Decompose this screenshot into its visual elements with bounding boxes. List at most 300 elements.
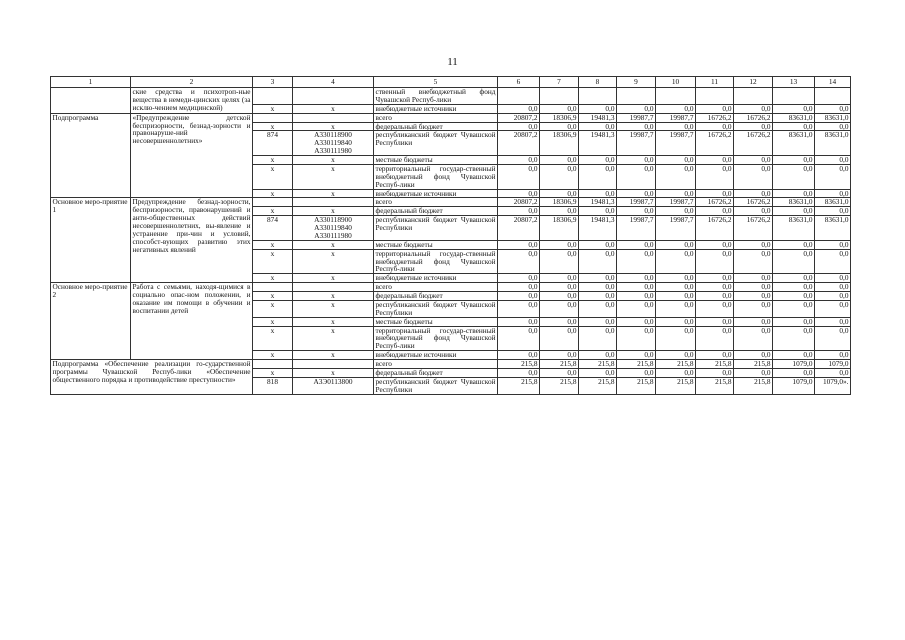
amount-cell-col6: 215,8 xyxy=(498,377,540,394)
executor-code-cell: x xyxy=(253,317,293,326)
budget-code-cell: x xyxy=(293,189,374,198)
amount-cell-col7: 0,0 xyxy=(540,326,579,351)
amount-cell-col14: 0,0 xyxy=(815,300,851,317)
budget-code-cell xyxy=(293,113,374,122)
funding-source-cell: местные бюджеты xyxy=(374,156,498,165)
amount-cell-col6: 0,0 xyxy=(498,283,540,292)
funding-source-cell: всего xyxy=(374,283,498,292)
amount-cell-col8: 19481,3 xyxy=(579,113,617,122)
amount-cell-col8: 215,8 xyxy=(579,360,617,369)
funding-source-cell: федеральный бюджет xyxy=(374,207,498,216)
amount-cell-col10: 19987,7 xyxy=(656,216,696,241)
budget-code-cell: x xyxy=(293,207,374,216)
amount-cell-col13: 0,0 xyxy=(773,104,815,113)
executor-code-cell: x xyxy=(253,368,293,377)
amount-cell-col12 xyxy=(734,88,773,105)
amount-cell-col13: 0,0 xyxy=(773,249,815,274)
amount-cell-col12: 0,0 xyxy=(734,317,773,326)
amount-cell-col8: 19481,3 xyxy=(579,131,617,156)
amount-cell-col13: 0,0 xyxy=(773,207,815,216)
amount-cell-col6: 0,0 xyxy=(498,292,540,301)
amount-cell-col9: 0,0 xyxy=(617,207,656,216)
amount-cell-col8: 0,0 xyxy=(579,156,617,165)
amount-cell-col10: 0,0 xyxy=(656,317,696,326)
amount-cell-col10: 0,0 xyxy=(656,249,696,274)
funding-source-cell: внебюджетные источники xyxy=(374,104,498,113)
amount-cell-col11: 16726,2 xyxy=(696,113,734,122)
amount-cell-col10: 215,8 xyxy=(656,377,696,394)
amount-cell-col7: 0,0 xyxy=(540,283,579,292)
column-number-1: 1 xyxy=(51,77,131,88)
budget-code-cell: x xyxy=(293,156,374,165)
budget-code-cell: x xyxy=(293,368,374,377)
page-number: 11 xyxy=(447,56,458,68)
column-number-6: 6 xyxy=(498,77,540,88)
amount-cell-col14: 0,0 xyxy=(815,274,851,283)
amount-cell-col7: 0,0 xyxy=(540,274,579,283)
amount-cell-col9: 19987,7 xyxy=(617,198,656,207)
amount-cell-col13: 0,0 xyxy=(773,317,815,326)
amount-cell-col9 xyxy=(617,88,656,105)
amount-cell-col9: 0,0 xyxy=(617,104,656,113)
budget-code-cell: x xyxy=(293,300,374,317)
amount-cell-col7: 0,0 xyxy=(540,300,579,317)
budget-code-cell: x xyxy=(293,274,374,283)
executor-code-cell: x xyxy=(253,122,293,131)
amount-cell-col13: 0,0 xyxy=(773,292,815,301)
executor-code-cell: x xyxy=(253,274,293,283)
amount-cell-col6: 0,0 xyxy=(498,274,540,283)
amount-cell-col9: 19987,7 xyxy=(617,113,656,122)
amount-cell-col11: 215,8 xyxy=(696,360,734,369)
funding-source-cell: местные бюджеты xyxy=(374,240,498,249)
table-row xyxy=(51,113,851,122)
amount-cell-col12: 0,0 xyxy=(734,326,773,351)
column-number-14: 14 xyxy=(815,77,851,88)
amount-cell-col10: 215,8 xyxy=(656,360,696,369)
amount-cell-col13: 0,0 xyxy=(773,300,815,317)
budget-code-cell: x xyxy=(293,292,374,301)
amount-cell-col7: 0,0 xyxy=(540,156,579,165)
executor-code-cell xyxy=(253,283,293,292)
table-row xyxy=(51,360,851,369)
amount-cell-col12: 0,0 xyxy=(734,351,773,360)
amount-cell-col7: 0,0 xyxy=(540,122,579,131)
funding-source-cell: республиканский бюджет Чувашской Республики xyxy=(374,216,498,241)
amount-cell-col12: 215,8 xyxy=(734,377,773,394)
amount-cell-col7: 18306,9 xyxy=(540,131,579,156)
amount-cell-col10: 0,0 xyxy=(656,274,696,283)
status-cell: Основное меро-приятие 2 xyxy=(51,283,131,360)
amount-cell-col10: 0,0 xyxy=(656,189,696,198)
amount-cell-col6: 0,0 xyxy=(498,122,540,131)
amount-cell-col13: 83631,0 xyxy=(773,216,815,241)
executor-code-cell xyxy=(253,198,293,207)
amount-cell-col12: 16726,2 xyxy=(734,113,773,122)
funding-source-cell: федеральный бюджет xyxy=(374,292,498,301)
amount-cell-col6: 0,0 xyxy=(498,104,540,113)
amount-cell-col6: 215,8 xyxy=(498,360,540,369)
amount-cell-col14: 83631,0 xyxy=(815,131,851,156)
column-number-12: 12 xyxy=(734,77,773,88)
amount-cell-col14: 0,0 xyxy=(815,292,851,301)
amount-cell-col12: 0,0 xyxy=(734,283,773,292)
amount-cell-col10: 19987,7 xyxy=(656,113,696,122)
amount-cell-col14: 0,0 xyxy=(815,156,851,165)
amount-cell-col7: 0,0 xyxy=(540,240,579,249)
amount-cell-col8: 0,0 xyxy=(579,292,617,301)
amount-cell-col6: 0,0 xyxy=(498,368,540,377)
amount-cell-col12: 0,0 xyxy=(734,240,773,249)
amount-cell-col8: 0,0 xyxy=(579,207,617,216)
amount-cell-col14: 0,0 xyxy=(815,122,851,131)
budget-code-cell: x xyxy=(293,164,374,189)
table-row xyxy=(51,283,851,292)
amount-cell-col9: 0,0 xyxy=(617,122,656,131)
budget-code-cell: x xyxy=(293,240,374,249)
amount-cell-col7: 0,0 xyxy=(540,189,579,198)
amount-cell-col8: 0,0 xyxy=(579,189,617,198)
table-row xyxy=(51,88,851,105)
executor-code-cell: x xyxy=(253,249,293,274)
amount-cell-col7: 0,0 xyxy=(540,351,579,360)
amount-cell-col9: 0,0 xyxy=(617,351,656,360)
amount-cell-col11: 0,0 xyxy=(696,240,734,249)
amount-cell-col10: 0,0 xyxy=(656,368,696,377)
amount-cell-col12: 0,0 xyxy=(734,164,773,189)
amount-cell-col9: 0,0 xyxy=(617,164,656,189)
column-number-4: 4 xyxy=(293,77,374,88)
amount-cell-col6: 0,0 xyxy=(498,240,540,249)
budget-code-cell xyxy=(293,88,374,105)
amount-cell-col8: 0,0 xyxy=(579,164,617,189)
amount-cell-col12: 16726,2 xyxy=(734,198,773,207)
amount-cell-col9: 215,8 xyxy=(617,377,656,394)
budget-code-cell: А3Э0113800 xyxy=(293,377,374,394)
funding-source-cell: всего xyxy=(374,198,498,207)
column-number-2: 2 xyxy=(131,77,253,88)
amount-cell-col11: 0,0 xyxy=(696,207,734,216)
amount-cell-col9: 0,0 xyxy=(617,292,656,301)
amount-cell-col6: 0,0 xyxy=(498,164,540,189)
amount-cell-col11 xyxy=(696,88,734,105)
amount-cell-col14: 0,0 xyxy=(815,317,851,326)
amount-cell-col10: 0,0 xyxy=(656,164,696,189)
amount-cell-col7: 215,8 xyxy=(540,377,579,394)
status-cell xyxy=(51,88,131,114)
column-number-9: 9 xyxy=(617,77,656,88)
amount-cell-col14: 1079,0». xyxy=(815,377,851,394)
amount-cell-col14: 0,0 xyxy=(815,283,851,292)
amount-cell-col14: 0,0 xyxy=(815,351,851,360)
amount-cell-col8: 0,0 xyxy=(579,274,617,283)
amount-cell-col14: 0,0 xyxy=(815,164,851,189)
amount-cell-col8 xyxy=(579,88,617,105)
budget-table xyxy=(50,76,851,395)
amount-cell-col14 xyxy=(815,88,851,105)
funding-source-cell: республиканский бюджет Чувашской Республики xyxy=(375,377,496,394)
executor-code-cell: x xyxy=(253,164,293,189)
amount-cell-col7: 0,0 xyxy=(540,164,579,189)
amount-cell-col9: 0,0 xyxy=(617,283,656,292)
budget-code-cell xyxy=(293,198,374,207)
column-number-10: 10 xyxy=(656,77,696,88)
executor-code-cell: 874 xyxy=(253,131,293,156)
amount-cell-col12: 0,0 xyxy=(734,292,773,301)
amount-cell-col14: 83631,0 xyxy=(815,198,851,207)
executor-code-cell xyxy=(253,360,293,369)
amount-cell-col13: 1079,0 xyxy=(773,360,815,369)
program-name-cell: «Предупреждение детской беспризорности, безнад-зорности и правонаруше-ний несовершеннолетних» xyxy=(131,113,253,198)
executor-code-cell: x xyxy=(253,104,293,113)
amount-cell-col8: 0,0 xyxy=(579,300,617,317)
amount-cell-col7: 0,0 xyxy=(540,368,579,377)
amount-cell-col13: 83631,0 xyxy=(773,131,815,156)
amount-cell-col12: 0,0 xyxy=(734,122,773,131)
funding-source-cell: внебюджетные источники xyxy=(374,274,498,283)
amount-cell-col7: 18306,9 xyxy=(540,198,579,207)
amount-cell-col10: 19987,7 xyxy=(656,131,696,156)
amount-cell-col12: 0,0 xyxy=(734,156,773,165)
funding-source-cell: федеральный бюджет xyxy=(374,122,498,131)
amount-cell-col13: 0,0 xyxy=(773,368,815,377)
amount-cell-col10: 0,0 xyxy=(656,326,696,351)
amount-cell-col13: 0,0 xyxy=(773,164,815,189)
amount-cell-col14: 0,0 xyxy=(815,249,851,274)
amount-cell-col12: 0,0 xyxy=(734,249,773,274)
amount-cell-col11: 0,0 xyxy=(696,283,734,292)
amount-cell-col11: 0,0 xyxy=(696,104,734,113)
amount-cell-col14: 83631,0 xyxy=(815,113,851,122)
amount-cell-col13: 1079,0 xyxy=(773,377,815,394)
executor-code-cell: x xyxy=(253,351,293,360)
budget-code-cell: x xyxy=(293,249,374,274)
budget-code-cell: x xyxy=(293,351,374,360)
amount-cell-col13: 0,0 xyxy=(773,122,815,131)
amount-cell-col8: 19481,3 xyxy=(579,198,617,207)
amount-cell-col12: 0,0 xyxy=(734,189,773,198)
column-number-7: 7 xyxy=(540,77,579,88)
amount-cell-col6: 0,0 xyxy=(498,326,540,351)
amount-cell-col7: 215,8 xyxy=(540,360,579,369)
budget-code-cell xyxy=(293,283,374,292)
amount-cell-col10: 0,0 xyxy=(656,240,696,249)
amount-cell-col14: 0,0 xyxy=(815,240,851,249)
amount-cell-col13: 0,0 xyxy=(773,283,815,292)
amount-cell-col14: 0,0 xyxy=(815,326,851,351)
table-row xyxy=(51,198,851,207)
amount-cell-col11: 0,0 xyxy=(696,317,734,326)
amount-cell-col10: 19987,7 xyxy=(656,198,696,207)
amount-cell-col14: 0,0 xyxy=(815,207,851,216)
program-name-cell: Работа с семьями, находя-щимися в социально опас-ном положении, и оказание им помощи в обучении и воспитании детей xyxy=(131,283,253,360)
budget-code-cell xyxy=(293,360,374,369)
amount-cell-col11: 0,0 xyxy=(696,300,734,317)
amount-cell-col7: 18306,9 xyxy=(540,216,579,241)
amount-cell-col10: 0,0 xyxy=(656,300,696,317)
budget-code-cell: x xyxy=(293,326,374,351)
amount-cell-col10: 0,0 xyxy=(656,351,696,360)
executor-code-cell: x xyxy=(253,156,293,165)
funding-source-cell: местные бюджеты xyxy=(374,317,498,326)
budget-code-cell: x xyxy=(293,317,374,326)
column-number-13: 13 xyxy=(773,77,815,88)
program-name-cell: ские средства и психотроп-ные вещества в немеди-цинских целях (за исклю-чением медицинской) xyxy=(132,87,251,112)
program-name-cell: Предупреждение безнад-зорности, беспризорности, правонарушений и анти-общественных действий несовершеннолетних, вы-явление и устранение при-чин и условий, способст-вующих развитию этих негативных явлений xyxy=(131,198,253,283)
executor-code-cell: x xyxy=(253,326,293,351)
executor-code-cell: x xyxy=(253,189,293,198)
amount-cell-col13: 0,0 xyxy=(773,156,815,165)
amount-cell-col11: 16726,2 xyxy=(696,198,734,207)
executor-code-cell: 818 xyxy=(253,377,293,394)
executor-code-cell: 874 xyxy=(253,216,293,241)
amount-cell-col11: 0,0 xyxy=(696,292,734,301)
amount-cell-col9: 19987,7 xyxy=(617,131,656,156)
amount-cell-col7: 0,0 xyxy=(540,292,579,301)
amount-cell-col11: 0,0 xyxy=(696,326,734,351)
amount-cell-col11: 0,0 xyxy=(696,122,734,131)
amount-cell-col13: 0,0 xyxy=(773,274,815,283)
column-number-row xyxy=(51,77,851,88)
amount-cell-col6: 0,0 xyxy=(498,351,540,360)
amount-cell-col13: 83631,0 xyxy=(773,198,815,207)
amount-cell-col9: 0,0 xyxy=(617,300,656,317)
amount-cell-col8: 0,0 xyxy=(579,283,617,292)
amount-cell-col9: 0,0 xyxy=(617,326,656,351)
amount-cell-col11: 16726,2 xyxy=(696,131,734,156)
amount-cell-col8: 0,0 xyxy=(579,104,617,113)
status-cell: Подпрограмма xyxy=(51,113,131,198)
amount-cell-col12: 0,0 xyxy=(734,207,773,216)
amount-cell-col8: 0,0 xyxy=(579,240,617,249)
amount-cell-col13: 0,0 xyxy=(773,326,815,351)
amount-cell-col10: 0,0 xyxy=(656,122,696,131)
funding-source-cell: всего xyxy=(374,113,498,122)
amount-cell-col13: 0,0 xyxy=(773,189,815,198)
amount-cell-col9: 0,0 xyxy=(617,189,656,198)
amount-cell-col11: 0,0 xyxy=(696,368,734,377)
amount-cell-col7: 18306,9 xyxy=(540,113,579,122)
funding-source-cell: ственный внебюджетный фонд Чувашской Респуб-лики xyxy=(375,87,496,104)
column-number-5: 5 xyxy=(374,77,498,88)
amount-cell-col6 xyxy=(498,88,540,105)
amount-cell-col9: 0,0 xyxy=(617,240,656,249)
executor-code-cell: x xyxy=(253,207,293,216)
executor-code-cell: x xyxy=(253,300,293,317)
amount-cell-col11: 0,0 xyxy=(696,164,734,189)
budget-code-cell: x xyxy=(293,104,374,113)
amount-cell-col14: 0,0 xyxy=(815,189,851,198)
amount-cell-col9: 0,0 xyxy=(617,368,656,377)
amount-cell-col7: 0,0 xyxy=(540,249,579,274)
budget-code-cell: x xyxy=(293,122,374,131)
amount-cell-col9: 19987,7 xyxy=(617,216,656,241)
funding-source-cell: республиканский бюджет Чувашской Республики xyxy=(374,131,498,156)
amount-cell-col6: 0,0 xyxy=(498,249,540,274)
amount-cell-col14: 0,0 xyxy=(815,368,851,377)
amount-cell-col9: 0,0 xyxy=(617,317,656,326)
amount-cell-col10 xyxy=(656,88,696,105)
funding-source-cell: республиканский бюджет Чувашской Республики xyxy=(375,300,496,317)
amount-cell-col9: 0,0 xyxy=(617,156,656,165)
amount-cell-col8: 0,0 xyxy=(579,122,617,131)
amount-cell-col7 xyxy=(540,88,579,105)
column-number-3: 3 xyxy=(253,77,293,88)
column-number-11: 11 xyxy=(696,77,734,88)
amount-cell-col11: 0,0 xyxy=(696,274,734,283)
budget-code-cell: А330118900 А330119840 А330111980 xyxy=(293,216,374,241)
amount-cell-col14: 0,0 xyxy=(815,104,851,113)
column-number-8: 8 xyxy=(579,77,617,88)
amount-cell-col12: 215,8 xyxy=(734,360,773,369)
funding-source-cell: территориальный государ-ственный внебюджетный фонд Чувашской Респуб-лики xyxy=(375,164,496,189)
amount-cell-col13: 0,0 xyxy=(773,240,815,249)
status-cell: Основное меро-приятие 1 xyxy=(51,198,131,283)
amount-cell-col8: 0,0 xyxy=(579,351,617,360)
amount-cell-col11: 215,8 xyxy=(696,377,734,394)
amount-cell-col8: 215,8 xyxy=(579,377,617,394)
amount-cell-col13 xyxy=(773,88,815,105)
amount-cell-col11: 16726,2 xyxy=(696,216,734,241)
budget-code-cell: А330118900 А330119840 А330111980 xyxy=(293,131,374,156)
amount-cell-col8: 0,0 xyxy=(579,326,617,351)
amount-cell-col7: 0,0 xyxy=(540,104,579,113)
amount-cell-col7: 0,0 xyxy=(540,207,579,216)
amount-cell-col6: 0,0 xyxy=(498,317,540,326)
amount-cell-col13: 83631,0 xyxy=(773,113,815,122)
amount-cell-col6: 20807,2 xyxy=(498,198,540,207)
executor-code-cell xyxy=(253,113,293,122)
amount-cell-col6: 0,0 xyxy=(498,189,540,198)
funding-source-cell: федеральный бюджет xyxy=(374,368,498,377)
amount-cell-col8: 0,0 xyxy=(579,317,617,326)
executor-code-cell xyxy=(253,88,293,105)
amount-cell-col10: 0,0 xyxy=(656,156,696,165)
amount-cell-col12: 16726,2 xyxy=(734,216,773,241)
amount-cell-col10: 0,0 xyxy=(656,104,696,113)
amount-cell-col6: 20807,2 xyxy=(498,113,540,122)
amount-cell-col9: 215,8 xyxy=(617,360,656,369)
amount-cell-col12: 0,0 xyxy=(734,368,773,377)
program-name-cell: Подпрограмма «Обеспечение реализации го-сударственной программы Чувашской Респуб-лики «Обеспечение общественного порядка и противодействие преступности» xyxy=(51,360,253,395)
amount-cell-col8: 0,0 xyxy=(579,368,617,377)
amount-cell-col12: 0,0 xyxy=(734,274,773,283)
amount-cell-col14: 1079,0 xyxy=(815,360,851,369)
amount-cell-col14: 83631,0 xyxy=(815,216,851,241)
funding-source-cell: территориальный государ-ственный внебюджетный фонд Чувашской Респуб-лики xyxy=(375,326,496,351)
funding-source-cell: всего xyxy=(374,360,498,369)
amount-cell-col12: 0,0 xyxy=(734,300,773,317)
amount-cell-col8: 0,0 xyxy=(579,249,617,274)
amount-cell-col11: 0,0 xyxy=(696,156,734,165)
amount-cell-col6: 0,0 xyxy=(498,300,540,317)
amount-cell-col12: 0,0 xyxy=(734,104,773,113)
amount-cell-col10: 0,0 xyxy=(656,283,696,292)
funding-source-cell: внебюджетные источники xyxy=(374,351,498,360)
amount-cell-col9: 0,0 xyxy=(617,274,656,283)
funding-source-cell: внебюджетные источники xyxy=(374,189,498,198)
amount-cell-col12: 16726,2 xyxy=(734,131,773,156)
amount-cell-col6: 20807,2 xyxy=(498,216,540,241)
amount-cell-col11: 0,0 xyxy=(696,351,734,360)
executor-code-cell: x xyxy=(253,240,293,249)
executor-code-cell: x xyxy=(253,292,293,301)
funding-source-cell: территориальный государ-ственный внебюджетный фонд Чувашской Респуб-лики xyxy=(375,249,496,274)
amount-cell-col11: 0,0 xyxy=(696,249,734,274)
amount-cell-col11: 0,0 xyxy=(696,189,734,198)
amount-cell-col6: 0,0 xyxy=(498,156,540,165)
amount-cell-col10: 0,0 xyxy=(656,207,696,216)
